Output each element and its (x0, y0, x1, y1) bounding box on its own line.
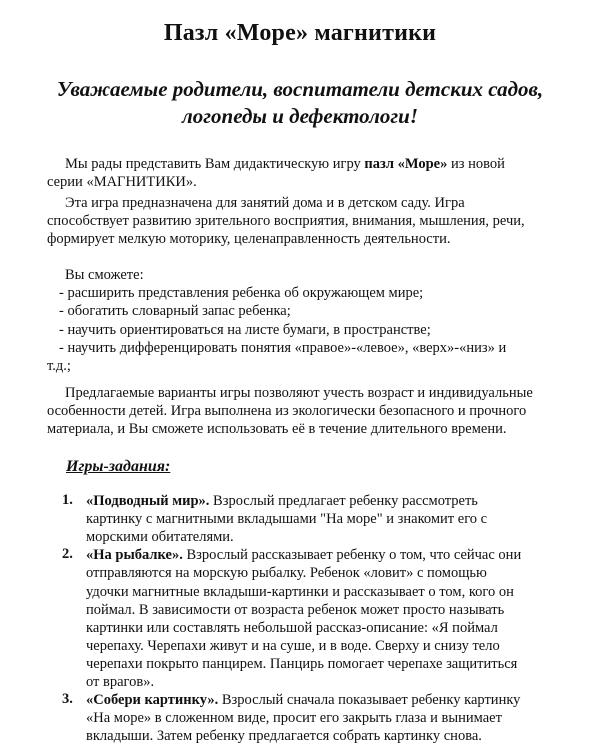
task-1-line-2: картинку с магнитными вкладышами "На море" и знакомит его с (86, 511, 488, 527)
intro-line-5: формирует мелкую моторику, целенаправленность деятельности. (47, 231, 451, 247)
intro-line-1 (65, 155, 505, 173)
task-name: «Подводный мир». (86, 493, 210, 509)
task-1-line-1 (86, 492, 478, 510)
task-2-line-5: картинки или составлять небольшой рассказ-описание: «Я поймал (86, 620, 498, 636)
ability-item: - обогатить словарный запас ребенка; (59, 303, 291, 319)
ability-item: - научить дифференцировать понятия «правое»-«левое», «верх»-«низ» и (59, 340, 507, 356)
task-2-line-6: черепаху. Черепахи живут и на суше, и в воде. Сверху и снизу тело (86, 638, 500, 654)
task-2-line-4: поймал. В зависимости от возраста ребенок может просто называть (86, 602, 505, 618)
task-2-line-3: удочки магнитные вкладыши-картинки и рассказывает о том, кого он (86, 584, 514, 600)
task-1-line-3: морскими обитателями. (86, 529, 234, 545)
task-number: 2. (62, 546, 73, 562)
intro-line-3: Эта игра предназначена для занятий дома и в детском саду. Игра (65, 195, 465, 211)
task-number: 1. (62, 492, 73, 508)
task-2-line-8: от врагов». (86, 674, 155, 690)
intro-line-4: способствует развитию зрительного восприятия, внимания, мышления, речи, (47, 213, 525, 229)
task-name: «На рыбалке». (86, 547, 183, 563)
ability-item: - научить ориентироваться на листе бумаги, в пространстве; (59, 322, 431, 338)
page-title: Пазл «Море» магнитики (163, 20, 437, 46)
intro-text: Мы рады представить Вам дидактическую игру (65, 156, 365, 172)
task-text: Взрослый сначала показывает ребенку картинку (218, 692, 521, 708)
ability-tail: т.д.; (47, 358, 71, 374)
task-2-line-1 (86, 546, 521, 564)
intro-line-2: серии «МАГНИТИКИ». (47, 174, 197, 190)
product-name: пазл «Море» (364, 156, 448, 172)
intro-text: из новой (447, 156, 505, 172)
greeting-line-1: Уважаемые родители, воспитатели детских садов, (56, 77, 544, 101)
variants-line-1: Предлагаемые варианты игры позволяют учесть возраст и индивидуальные (65, 385, 533, 401)
task-number: 3. (62, 691, 73, 707)
task-2-line-7: черепахи покрыто панцирем. Панцирь помогает черепахе защититься (86, 656, 518, 672)
task-2-line-2: отправляются на морскую рыбалку. Ребенок «ловит» с помощью (86, 565, 487, 581)
variants-line-3: материала, и Вы сможете использовать её в течение длительного времени. (47, 421, 507, 437)
task-3-line-2: «На море» в сложенном виде, просит его закрыть глаза и вынимает (86, 710, 502, 726)
task-name: «Собери картинку». (86, 692, 219, 708)
task-3-line-1 (86, 691, 520, 709)
task-text: Взрослый предлагает ребенку рассмотреть (209, 493, 478, 509)
ability-item: - расширить представления ребенка об окружающем мире; (59, 285, 424, 301)
greeting-line-2: логопеды и дефектологи! (181, 104, 419, 128)
task-3-line-3: вкладыши. Затем ребенку предлагается собрать картинку снова. (86, 728, 482, 744)
task-text: Взрослый рассказывает ребенку о том, что сейчас они (182, 547, 522, 563)
greeting (30, 76, 570, 130)
variants-line-2: особенности детей. Игра выполнена из экологически безопасного и прочного (47, 403, 527, 419)
tasks-heading: Игры-задания: (66, 458, 171, 475)
abilities-lead: Вы сможете: (65, 267, 144, 283)
